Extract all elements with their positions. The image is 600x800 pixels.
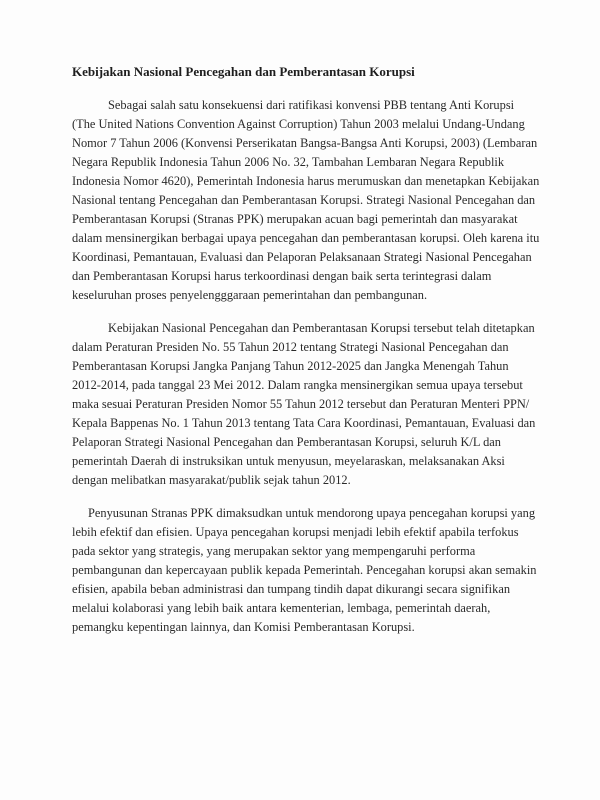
document-body <box>72 96 540 637</box>
paragraph-1: Sebagai salah satu konsekuensi dari ratifikasi konvensi PBB tentang Anti Korupsi (The United Nations Convention Against Corruption) Tahun 2003 melalui Undang-Undang Nomor 7 Tahun 2006 (Konvensi Perserikatan Bangsa-Bangsa Anti Korupsi, 2003) (Lembaran Negara Republik Indonesia Tahun 2006 No. 32, Tambahan Lembaran Negara Republik Indonesia Nomor 4620), Pemerintah Indonesia harus merumuskan dan menetapkan Kebijakan Nasional tentang Pencegahan dan Pemberantasan Korupsi. Strategi Nasional Pencegahan dan Pemberantasan Korupsi (Stranas PPK) merupakan acuan bagi pemerintah dan masyarakat dalam mensinergikan berbagai upaya pencegahan dan pemberantasan korupsi. Oleh karena itu Koordinasi, Pemantauan, Evaluasi dan Pelaporan Pelaksanaan Strategi Nasional Pencegahan dan Pemberantasan Korupsi harus terkoordinasi dengan baik serta terintegrasi dalam keseluruhan proses penyelengggaraan pemerintahan dan pembangunan. <box>72 98 540 302</box>
paragraph-3: Penyusunan Stranas PPK dimaksudkan untuk mendorong upaya pencegahan korupsi yang lebih efektif dan efisien. Upaya pencegahan korupsi menjadi lebih efektif apabila terfokus pada sektor yang strategis, yang merupakan sektor yang mempengaruhi performa pembangunan dan kepercayaan publik kepada Pemerintah. Pencegahan korupsi akan semakin efisien, apabila beban administrasi dan tumpang tindih dapat dikurangi secara signifikan melalui kolaborasi yang lebih baik antara kementerian, lembaga, pemerintah daerah, pemangku kepentingan lainnya, dan Komisi Pemberantasan Korupsi. <box>72 506 537 634</box>
document-title: Kebijakan Nasional Pencegahan dan Pemberantasan Korupsi <box>72 64 415 79</box>
paragraph-2: Kebijakan Nasional Pencegahan dan Pemberantasan Korupsi tersebut telah ditetapkan dalam Peraturan Presiden No. 55 Tahun 2012 tentang Strategi Nasional Pencegahan dan Pemberantasan Korupsi Jangka Panjang Tahun 2012-2025 dan Jangka Menengah Tahun 2012-2014, pada tanggal 23 Mei 2012. Dalam rangka mensinergikan semua upaya tersebut maka sesuai Peraturan Presiden Nomor 55 Tahun 2012 tersebut dan Peraturan Menteri PPN/ Kepala Bappenas No. 1 Tahun 2013 tentang Tata Cara Koordinasi, Pemantauan, Evaluasi dan Pelaporan Strategi Nasional Pencegahan dan Pemberantasan Korupsi, seluruh K/L dan pemerintah Daerah di instruksikan untuk menyusun, meyelaraskan, melaksanakan Aksi dengan melibatkan masyarakat/publik sejak tahun 2012. <box>72 321 536 487</box>
